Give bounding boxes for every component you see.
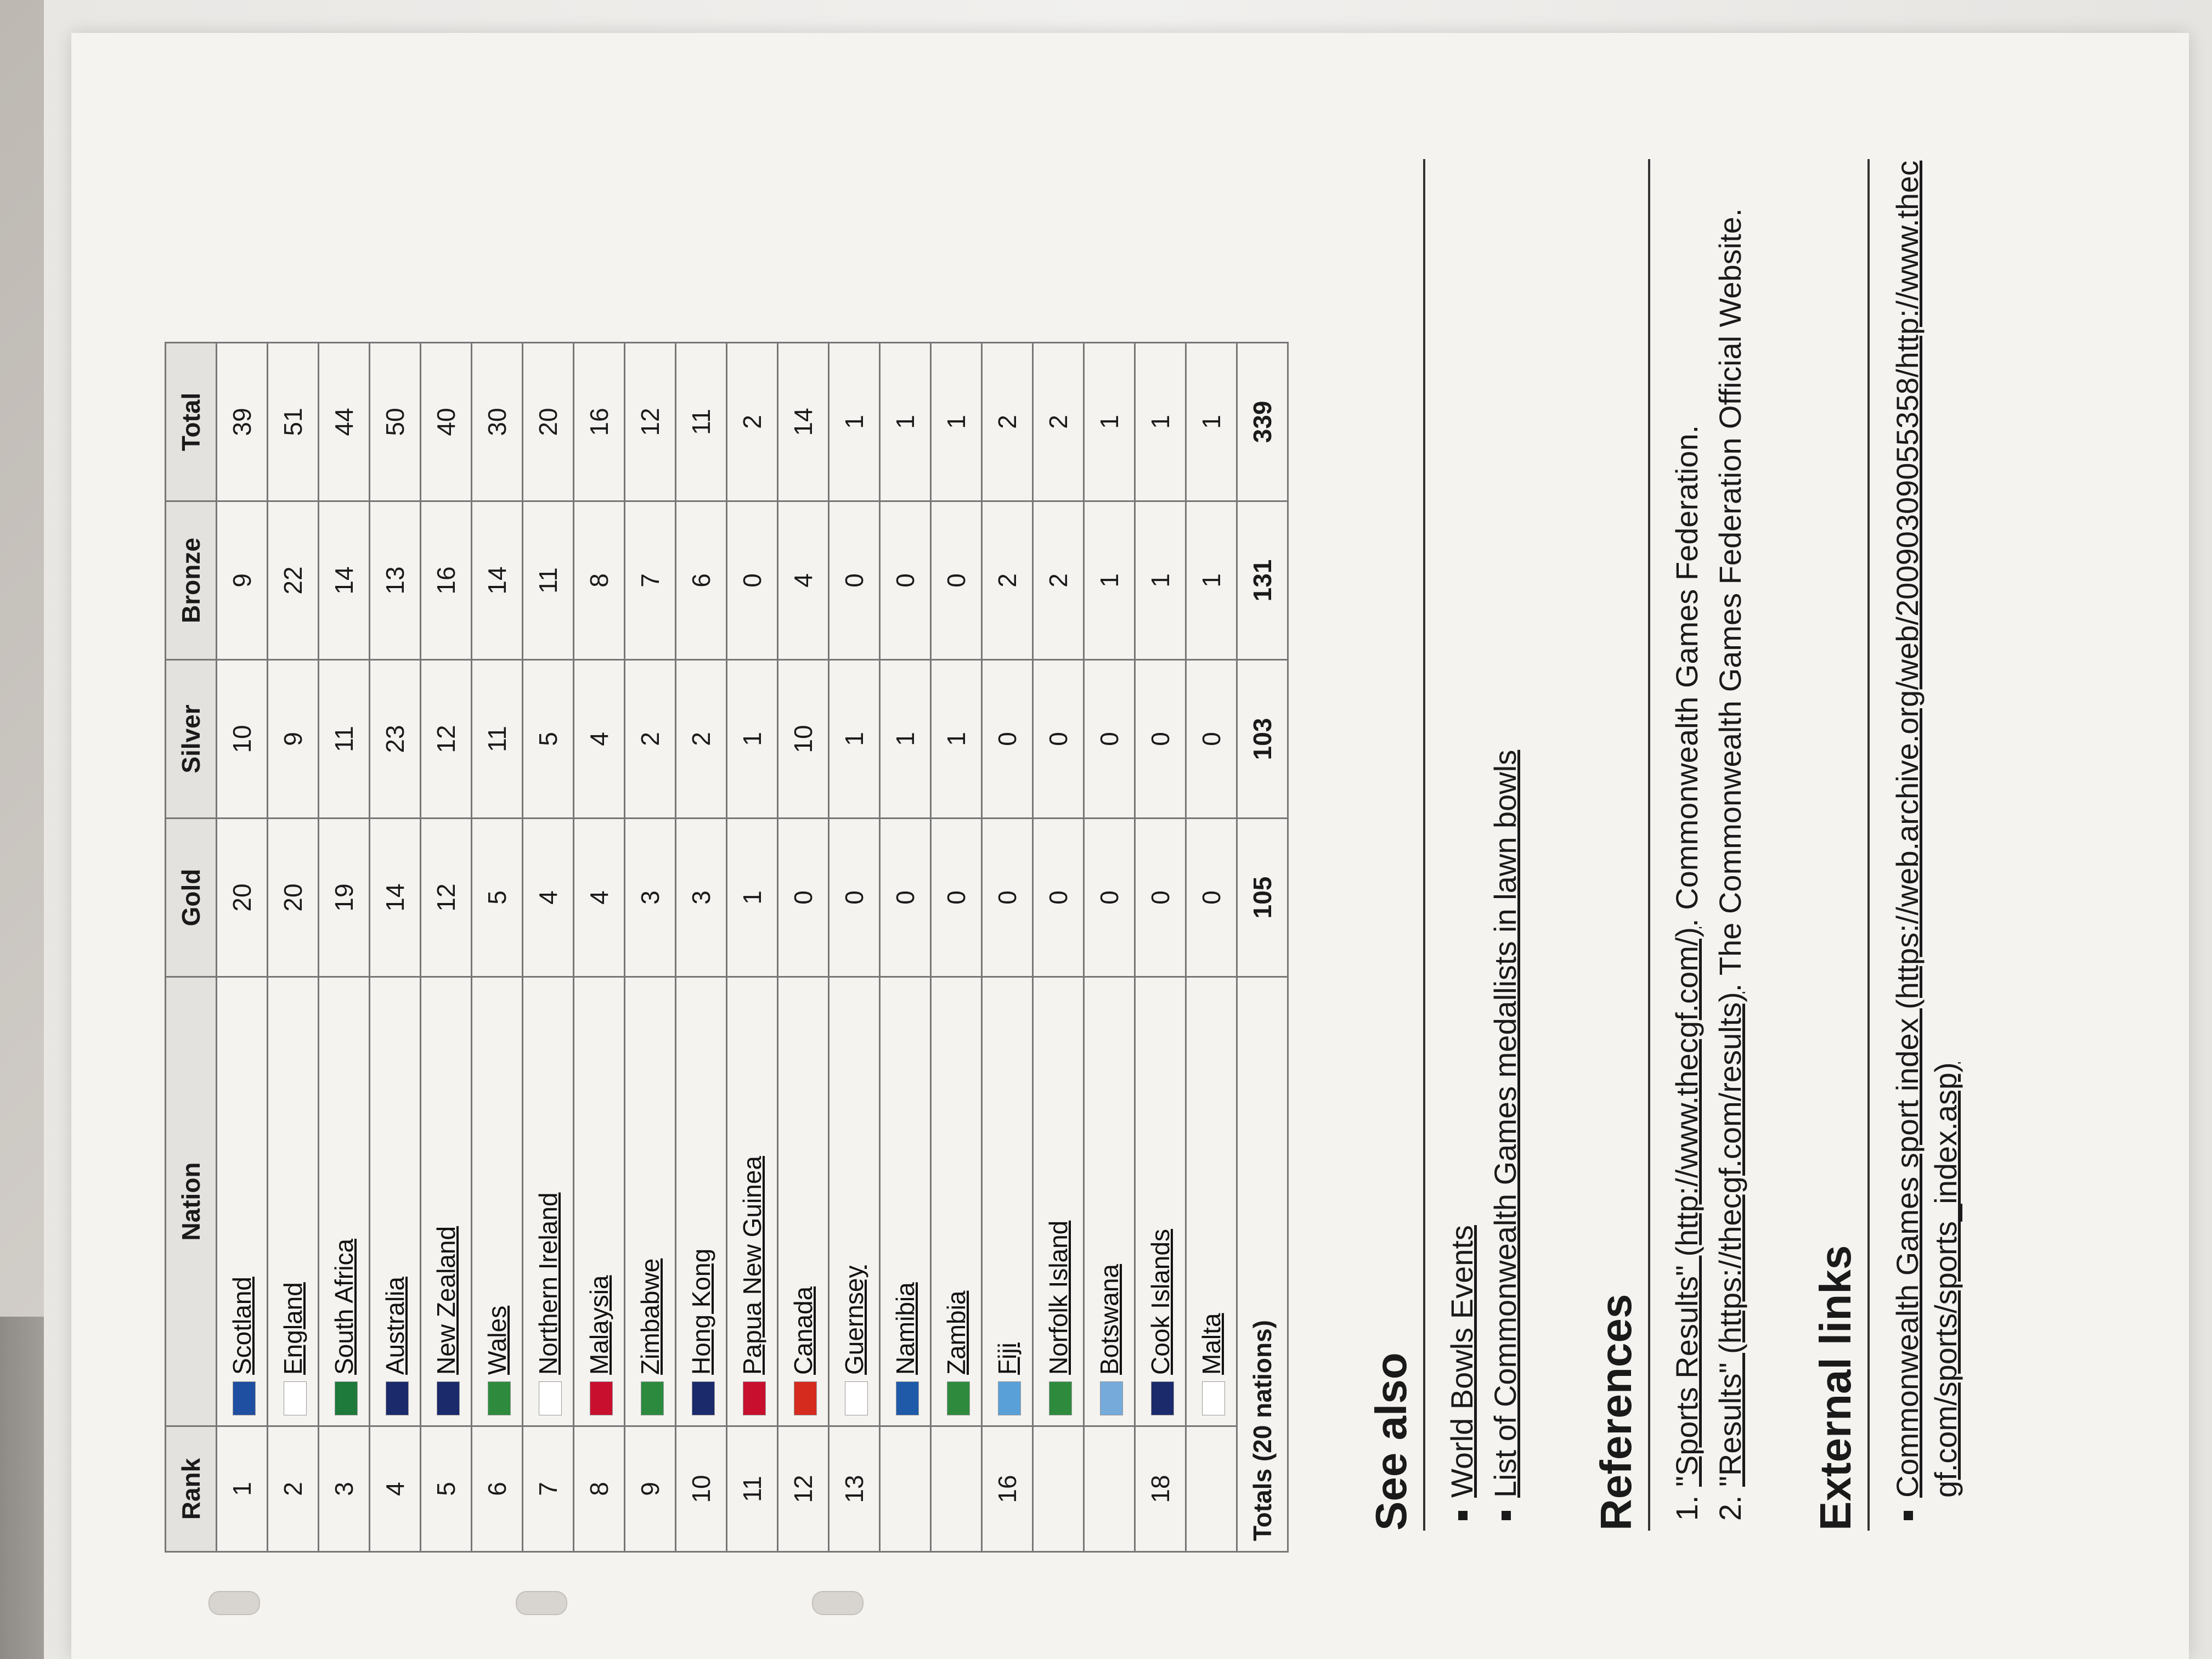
table-row xyxy=(421,343,472,1552)
flag-icon xyxy=(743,1381,766,1415)
flag-icon xyxy=(794,1381,817,1415)
silver-cell: 1 xyxy=(880,660,931,819)
nation-link[interactable]: Botswana xyxy=(1095,1263,1124,1375)
total-cell: 40 xyxy=(421,343,472,501)
nation-link[interactable]: Hong Kong xyxy=(687,1248,715,1375)
table-row xyxy=(472,343,523,1552)
gold-cell: 3 xyxy=(625,819,676,977)
reference-text: . Commonwealth Games Federation. xyxy=(1669,425,1704,927)
table-row xyxy=(829,343,880,1552)
references-section xyxy=(1591,159,1756,1531)
flag-icon xyxy=(1151,1381,1174,1415)
bronze-cell: 16 xyxy=(421,501,472,660)
total-cell: 2 xyxy=(982,343,1033,501)
table-row xyxy=(727,343,778,1552)
gold-cell: 4 xyxy=(523,819,574,977)
silver-cell: 4 xyxy=(574,660,625,819)
gold-cell: 0 xyxy=(880,819,931,977)
rank-cell: 18 xyxy=(1135,1426,1186,1552)
nation-link[interactable]: Wales xyxy=(483,1305,511,1375)
flag-icon xyxy=(488,1381,511,1415)
nation-cell xyxy=(1033,977,1084,1426)
nation-link[interactable]: South Africa xyxy=(330,1238,358,1375)
totals-label: Totals (20 nations) xyxy=(1237,977,1288,1552)
bronze-cell: 6 xyxy=(676,501,727,660)
silver-cell: 0 xyxy=(982,660,1033,819)
total-cell: 39 xyxy=(217,343,268,501)
references-heading: References xyxy=(1591,159,1650,1531)
reference-link[interactable]: "Sports Results" (http://www.thecgf.com/) xyxy=(1669,927,1704,1487)
flag-icon xyxy=(641,1381,664,1415)
bronze-cell: 0 xyxy=(829,501,880,660)
nation-cell xyxy=(778,977,829,1426)
reference-item xyxy=(1669,159,1705,1487)
nation-cell xyxy=(523,977,574,1426)
flag-icon xyxy=(437,1381,460,1415)
rank-cell: 16 xyxy=(982,1426,1033,1552)
table-row xyxy=(778,343,829,1552)
header-nation: Nation xyxy=(166,977,217,1426)
nation-link[interactable]: Cook Islands xyxy=(1146,1229,1175,1375)
silver-cell: 0 xyxy=(1135,660,1186,819)
table-row xyxy=(574,343,625,1552)
gold-cell: 20 xyxy=(217,819,268,977)
rank-cell: 1 xyxy=(217,1426,268,1552)
total-cell: 30 xyxy=(472,343,523,501)
total-cell: 1 xyxy=(931,343,982,501)
total-cell: 11 xyxy=(676,343,727,501)
silver-cell: 0 xyxy=(1033,660,1084,819)
table-row xyxy=(268,343,319,1552)
nation-cell xyxy=(574,977,625,1426)
bronze-cell: 22 xyxy=(268,501,319,660)
table-row xyxy=(1033,343,1084,1552)
rank-cell: 10 xyxy=(676,1426,727,1552)
rank-cell: 5 xyxy=(421,1426,472,1552)
total-cell: 2 xyxy=(727,343,778,501)
nation-cell xyxy=(1135,977,1186,1426)
flag-icon xyxy=(692,1381,715,1415)
totals-gold: 105 xyxy=(1237,819,1288,977)
table-row xyxy=(982,343,1033,1552)
silver-cell: 5 xyxy=(523,660,574,819)
totals-bronze: 131 xyxy=(1237,501,1288,660)
nation-cell xyxy=(472,977,523,1426)
table-row xyxy=(523,343,574,1552)
see-also-heading: See also xyxy=(1366,159,1425,1531)
see-also-item xyxy=(1487,159,1523,1498)
flag-icon xyxy=(896,1381,919,1415)
gold-cell: 0 xyxy=(982,819,1033,977)
flag-icon xyxy=(1202,1381,1225,1415)
table-row xyxy=(931,343,982,1552)
rank-cell: 6 xyxy=(472,1426,523,1552)
flag-icon xyxy=(233,1381,256,1415)
external-link-item xyxy=(1888,159,1965,1498)
external-links-section xyxy=(1810,159,1973,1531)
silver-cell: 2 xyxy=(625,660,676,819)
nation-cell xyxy=(931,977,982,1426)
table-row xyxy=(370,343,421,1552)
nation-cell xyxy=(880,977,931,1426)
nation-link[interactable]: Guernsey xyxy=(840,1265,868,1375)
totals-total: 339 xyxy=(1237,343,1288,501)
total-cell: 20 xyxy=(523,343,574,501)
bronze-cell: 7 xyxy=(625,501,676,660)
punch-hole xyxy=(812,1591,864,1615)
silver-cell: 9 xyxy=(268,660,319,819)
total-cell: 16 xyxy=(574,343,625,501)
bronze-cell: 13 xyxy=(370,501,421,660)
total-cell: 12 xyxy=(625,343,676,501)
nation-cell xyxy=(1186,977,1237,1426)
gold-cell: 0 xyxy=(829,819,880,977)
bronze-cell: 1 xyxy=(1135,501,1186,660)
see-also-link[interactable]: World Bowls Events xyxy=(1444,1225,1479,1498)
total-cell: 2 xyxy=(1033,343,1084,501)
nation-link[interactable]: Canada xyxy=(789,1286,817,1375)
totals-silver: 103 xyxy=(1237,660,1288,819)
header-silver: Silver xyxy=(166,660,217,819)
table-row xyxy=(217,343,268,1552)
references-list xyxy=(1669,159,1748,1531)
rank-cell: 8 xyxy=(574,1426,625,1552)
document-content xyxy=(121,49,2183,1640)
flag-icon xyxy=(845,1381,868,1415)
total-cell: 1 xyxy=(880,343,931,501)
external-link[interactable]: Commonwealth Games sport index (https://web.archive.org/web/20090309055358/http://www.thecgf.com/sports/sports_index.asp) xyxy=(1890,160,1963,1498)
header-bronze: Bronze xyxy=(166,501,217,660)
silver-cell: 0 xyxy=(1186,660,1237,819)
nation-link[interactable]: New Zealand xyxy=(432,1226,460,1375)
gold-cell: 3 xyxy=(676,819,727,977)
reference-link[interactable]: "Results" (https://thecgf.com/results) xyxy=(1713,992,1747,1487)
table-row xyxy=(1084,343,1135,1552)
table-row xyxy=(676,343,727,1552)
total-cell: 1 xyxy=(829,343,880,501)
nation-cell xyxy=(727,977,778,1426)
nation-link[interactable]: Northern Ireland xyxy=(534,1192,562,1375)
rank-cell: 7 xyxy=(523,1426,574,1552)
rank-cell xyxy=(1186,1426,1237,1552)
bronze-cell: 14 xyxy=(472,501,523,660)
total-cell: 44 xyxy=(319,343,370,501)
rank-cell: 12 xyxy=(778,1426,829,1552)
silver-cell: 10 xyxy=(217,660,268,819)
rank-cell xyxy=(931,1426,982,1552)
see-also-section xyxy=(1366,159,1531,1531)
medal-table-body xyxy=(217,343,1237,1552)
bronze-cell: 2 xyxy=(1033,501,1084,660)
bronze-cell: 1 xyxy=(1186,501,1237,660)
table-row xyxy=(1186,343,1237,1552)
bronze-cell: 0 xyxy=(727,501,778,660)
nation-cell xyxy=(217,977,268,1426)
gold-cell: 20 xyxy=(268,819,319,977)
external-links-heading: External links xyxy=(1810,159,1870,1531)
gold-cell: 0 xyxy=(778,819,829,977)
nation-cell xyxy=(319,977,370,1426)
gold-cell: 1 xyxy=(727,819,778,977)
gold-cell: 14 xyxy=(370,819,421,977)
nation-link[interactable]: Papua New Guinea xyxy=(738,1156,766,1375)
total-cell: 1 xyxy=(1084,343,1135,501)
rank-cell: 9 xyxy=(625,1426,676,1552)
nation-cell xyxy=(676,977,727,1426)
table-row xyxy=(625,343,676,1552)
flag-icon xyxy=(998,1381,1021,1415)
silver-cell: 0 xyxy=(1084,660,1135,819)
nation-link[interactable]: Malta xyxy=(1197,1313,1226,1375)
header-gold: Gold xyxy=(166,819,217,977)
nation-link[interactable]: Fiji xyxy=(993,1342,1022,1375)
gold-cell: 0 xyxy=(1033,819,1084,977)
nation-link[interactable]: Zambia xyxy=(942,1290,970,1375)
rank-cell: 2 xyxy=(268,1426,319,1552)
bronze-cell: 9 xyxy=(217,501,268,660)
flag-icon xyxy=(1049,1381,1072,1415)
total-cell: 14 xyxy=(778,343,829,501)
silver-cell: 2 xyxy=(676,660,727,819)
gold-cell: 4 xyxy=(574,819,625,977)
header-total: Total xyxy=(166,343,217,501)
nation-cell xyxy=(1084,977,1135,1426)
total-cell: 50 xyxy=(370,343,421,501)
nation-link[interactable]: Zimbabwe xyxy=(636,1258,664,1375)
silver-cell: 23 xyxy=(370,660,421,819)
table-row xyxy=(1135,343,1186,1552)
rank-cell: 13 xyxy=(829,1426,880,1552)
see-also-item xyxy=(1444,159,1480,1498)
silver-cell: 1 xyxy=(727,660,778,819)
nation-cell xyxy=(625,977,676,1426)
flag-icon xyxy=(1100,1381,1123,1415)
nation-link[interactable]: Norfolk Island xyxy=(1044,1220,1073,1375)
see-also-list xyxy=(1444,159,1523,1531)
bronze-cell: 0 xyxy=(880,501,931,660)
gold-cell: 0 xyxy=(1084,819,1135,977)
rank-cell xyxy=(1084,1426,1135,1552)
flag-icon xyxy=(590,1381,613,1415)
nation-cell xyxy=(829,977,880,1426)
flag-icon xyxy=(284,1381,307,1415)
nation-cell xyxy=(370,977,421,1426)
silver-cell: 11 xyxy=(472,660,523,819)
nation-link[interactable]: Malaysia xyxy=(585,1275,613,1375)
nation-link[interactable]: Scotland xyxy=(228,1276,256,1375)
table-header-row xyxy=(166,343,217,1552)
totals-row xyxy=(1237,343,1288,1552)
nation-cell xyxy=(421,977,472,1426)
nation-link[interactable]: Australia xyxy=(381,1277,409,1375)
header-rank: Rank xyxy=(166,1426,217,1552)
flag-icon xyxy=(386,1381,409,1415)
flag-icon xyxy=(335,1381,358,1415)
punch-holes xyxy=(208,1591,867,1624)
table-row xyxy=(880,343,931,1552)
gold-cell: 0 xyxy=(931,819,982,977)
flag-icon xyxy=(947,1381,970,1415)
punch-hole xyxy=(516,1591,567,1615)
silver-cell: 1 xyxy=(829,660,880,819)
bronze-cell: 14 xyxy=(319,501,370,660)
gold-cell: 0 xyxy=(1135,819,1186,977)
nation-cell xyxy=(268,977,319,1426)
gold-cell: 19 xyxy=(319,819,370,977)
bronze-cell: 11 xyxy=(523,501,574,660)
rank-cell: 3 xyxy=(319,1426,370,1552)
reference-text: . The Commonwealth Games Federation Official Website. xyxy=(1713,208,1747,992)
rank-cell xyxy=(880,1426,931,1552)
rank-cell: 11 xyxy=(727,1426,778,1552)
external-links-list xyxy=(1888,159,1965,1531)
total-cell: 1 xyxy=(1186,343,1237,501)
bronze-cell: 0 xyxy=(931,501,982,660)
table-row xyxy=(319,343,370,1552)
bronze-cell: 8 xyxy=(574,501,625,660)
silver-cell: 1 xyxy=(931,660,982,819)
rank-cell xyxy=(1033,1426,1084,1552)
bronze-cell: 1 xyxy=(1084,501,1135,660)
total-cell: 1 xyxy=(1135,343,1186,501)
gold-cell: 5 xyxy=(472,819,523,977)
reference-item xyxy=(1712,159,1748,1487)
total-cell: 51 xyxy=(268,343,319,501)
nation-cell xyxy=(982,977,1033,1426)
rank-cell: 4 xyxy=(370,1426,421,1552)
punch-hole xyxy=(208,1591,260,1615)
medal-table xyxy=(165,342,1289,1553)
silver-cell: 12 xyxy=(421,660,472,819)
nation-link[interactable]: Namibia xyxy=(891,1282,919,1375)
silver-cell: 10 xyxy=(778,660,829,819)
bronze-cell: 4 xyxy=(778,501,829,660)
gold-cell: 12 xyxy=(421,819,472,977)
flag-icon xyxy=(539,1381,562,1415)
silver-cell: 11 xyxy=(319,660,370,819)
gold-cell: 0 xyxy=(1186,819,1237,977)
bronze-cell: 2 xyxy=(982,501,1033,660)
nation-link[interactable]: England xyxy=(279,1282,307,1375)
see-also-link[interactable]: List of Commonwealth Games medallists in lawn bowls xyxy=(1488,749,1522,1498)
